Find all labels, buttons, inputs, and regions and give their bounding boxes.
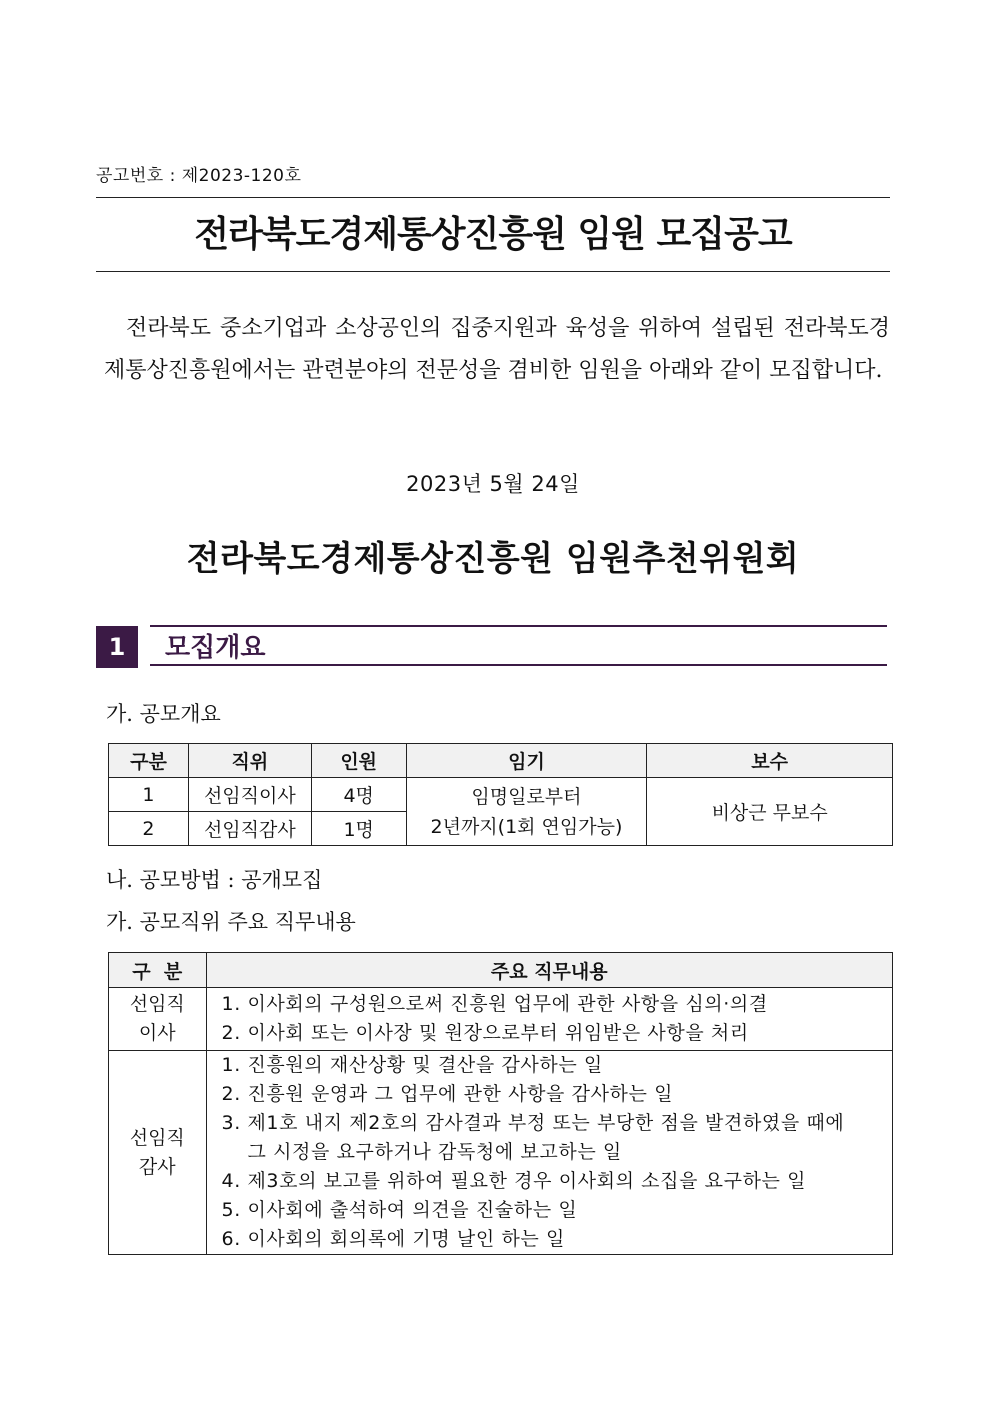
term-line-1: 임명일로부터 [471,785,582,808]
director-row [109,988,893,1051]
table-row [109,778,893,812]
title-top-rule [96,197,890,198]
overview-table [108,743,893,846]
term-cell [406,778,647,846]
list-item: 2. 진흥원 운영과 그 업무에 관한 사항을 감사하는 일 [221,1083,674,1105]
director-category-line1: 선임직 [129,993,185,1015]
director-category [109,988,207,1051]
section-bottom-rule [150,664,887,666]
auditor-category-line1: 선임직 [129,1126,185,1149]
row-position: 선임직감사 [188,812,311,846]
title-bottom-rule [96,271,890,272]
announcement-date: 2023년 5월 24일 [406,472,580,496]
row-count: 1명 [311,812,406,846]
pay-cell: 비상근 무보수 [647,778,893,846]
list-item: 1. 진흥원의 재산상황 및 결산을 감사하는 일 [221,1054,603,1076]
list-item: 6. 이사회의 회의록에 기명 날인 하는 일 [221,1228,565,1250]
auditor-category [109,1051,207,1255]
list-item: 4. 제3호의 보고를 위하여 필요한 경우 이사회의 소집을 요구하는 일 [221,1170,807,1192]
issuing-committee: 전라북도경제통상진흥원 임원추천위원회 [186,539,800,579]
director-duties [206,988,893,1051]
notice-number: 공고번호 : 제2023-120호 [96,166,302,186]
auditor-duties [206,1051,893,1255]
row-position: 선임직이사 [188,778,311,812]
row-count: 4명 [311,778,406,812]
list-item: 3. 제1호 내지 제2호의 감사결과 부정 또는 부당한 점을 발견하였을 때에 [221,1112,845,1134]
header-duties: 주요 직무내용 [206,953,893,988]
header-category: 구분 [109,744,189,778]
header-category: 구 분 [109,953,207,988]
header-pay: 보수 [647,744,893,778]
director-category-line2: 이사 [138,1022,176,1044]
auditor-row [109,1051,893,1255]
term-line-2: 2년까지(1회 연임가능) [430,815,623,838]
list-item: 2. 이사회 또는 이사장 및 원장으로부터 위임받은 사항을 처리 [221,1022,749,1044]
row-number: 2 [109,812,189,846]
header-position: 직위 [188,744,311,778]
section-title: 모집개요 [165,633,266,663]
overview-header-row [109,744,893,778]
page-title: 전라북도경제통상진흥원 임원 모집공고 [194,214,792,255]
section-number-badge: 1 [96,626,138,668]
duties-table [108,952,893,1255]
list-item: 5. 이사회에 출석하여 의견을 진술하는 일 [221,1199,578,1221]
row-number: 1 [109,778,189,812]
header-count: 인원 [311,744,406,778]
list-item: 1. 이사회의 구성원으로써 진흥원 업무에 관한 사항을 심의·의결 [221,993,768,1015]
subheading-duties: 가. 공모직위 주요 직무내용 [106,910,356,934]
intro-paragraph [104,308,890,392]
auditor-category-line2: 감사 [138,1155,176,1178]
subheading-method: 나. 공모방법 : 공개모집 [106,868,323,892]
intro-text: 전라북도 중소기업과 소상공인의 집중지원과 육성을 위하여 설립된 전라북도경제통상진흥원에서는 관련분야의 전문성을 겸비한 임원을 아래와 같이 모집합니다. [104,316,890,383]
duties-header-row [109,953,893,988]
list-item-continuation: 그 시정을 요구하거나 감독청에 보고하는 일 [247,1141,622,1163]
header-term: 임기 [406,744,647,778]
subheading-overview: 가. 공모개요 [106,702,221,726]
